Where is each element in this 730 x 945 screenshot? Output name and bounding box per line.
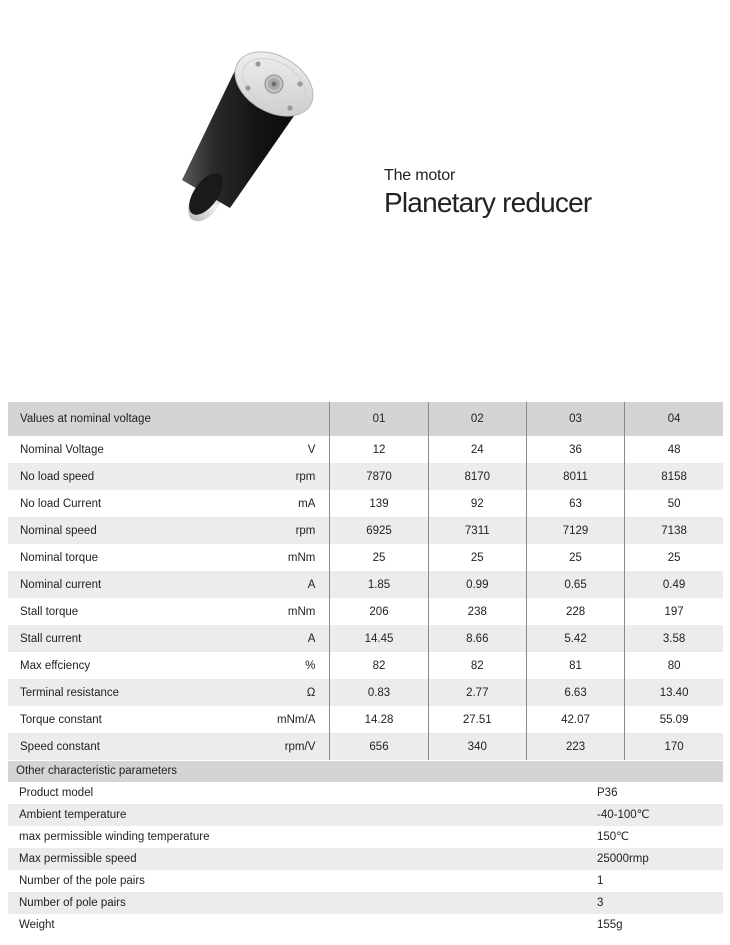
nominal-values-table xyxy=(8,402,723,760)
table-cell: 5.42 xyxy=(526,625,624,652)
table-cell: 80 xyxy=(625,652,723,679)
row-label: Stall torque xyxy=(20,605,79,618)
table-cell: 50 xyxy=(625,490,723,517)
table-row xyxy=(8,436,723,463)
parameter-label: Max permissible speed xyxy=(19,853,137,865)
parameter-value: 150℃ xyxy=(597,831,630,843)
row-unit: rpm xyxy=(209,463,330,490)
row-unit: rpm/V xyxy=(209,733,330,760)
table-row xyxy=(8,463,723,490)
list-item xyxy=(8,892,723,914)
row-label: Nominal Voltage xyxy=(20,443,104,456)
list-item xyxy=(8,826,723,848)
table-cell: 0.83 xyxy=(330,679,428,706)
table-cell: 13.40 xyxy=(625,679,723,706)
table-cell: 48 xyxy=(625,436,723,463)
table-cell: 63 xyxy=(526,490,624,517)
heading-subtitle: The motor xyxy=(384,167,456,184)
parameter-label: Number of the pole pairs xyxy=(19,875,145,887)
parameter-label: Weight xyxy=(19,919,55,931)
parameter-value: 25000rmp xyxy=(597,853,649,865)
table-cell: 228 xyxy=(526,598,624,625)
parameter-value: -40-100℃ xyxy=(597,809,650,821)
table-cell: 7870 xyxy=(330,463,428,490)
list-item xyxy=(8,782,723,804)
table-cell: 8170 xyxy=(428,463,526,490)
table-cell: 6.63 xyxy=(526,679,624,706)
parameter-value: 155g xyxy=(597,919,623,931)
table-row xyxy=(8,733,723,760)
table-cell: 14.28 xyxy=(330,706,428,733)
table-row xyxy=(8,652,723,679)
table-row xyxy=(8,517,723,544)
row-label: Torque constant xyxy=(20,713,102,726)
table-row xyxy=(8,571,723,598)
table-cell: 656 xyxy=(330,733,428,760)
table-cell: 25 xyxy=(428,544,526,571)
row-unit: mNm xyxy=(287,605,316,618)
row-unit: mNm xyxy=(287,551,316,564)
table-cell: 81 xyxy=(526,652,624,679)
row-label: Nominal current xyxy=(8,571,209,598)
table-cell: 25 xyxy=(330,544,428,571)
table-cell: 0.65 xyxy=(526,571,624,598)
table-row xyxy=(8,625,723,652)
row-unit: mNm/A xyxy=(277,713,316,726)
parameter-label: Number of pole pairs xyxy=(19,897,126,909)
table-cell: 0.99 xyxy=(428,571,526,598)
parameter-label: Product model xyxy=(19,787,94,799)
table-cell: 7138 xyxy=(625,517,723,544)
other-parameters-header: Other characteristic parameters xyxy=(8,761,723,782)
row-label: No load speed xyxy=(8,463,209,490)
row-label: Max effciency xyxy=(20,659,91,672)
table-cell: 24 xyxy=(428,436,526,463)
table-cell: 1.85 xyxy=(330,571,428,598)
table-cell: 2.77 xyxy=(428,679,526,706)
row-unit: % xyxy=(305,659,316,672)
gear-shaft-icon xyxy=(265,75,283,93)
row-unit: rpm xyxy=(209,517,330,544)
table-cell: 0.49 xyxy=(625,571,723,598)
table-cell: 27.51 xyxy=(428,706,526,733)
table-cell: 92 xyxy=(428,490,526,517)
row-unit: A xyxy=(209,571,330,598)
row-label: Stall current xyxy=(8,625,209,652)
table-cell: 42.07 xyxy=(526,706,624,733)
table-cell: 82 xyxy=(428,652,526,679)
row-unit: mA xyxy=(298,497,316,510)
table-cell: 25 xyxy=(526,544,624,571)
column-header: 04 xyxy=(625,402,723,436)
table-header-label: Values at nominal voltage xyxy=(8,402,209,436)
list-item xyxy=(8,870,723,892)
table-cell: 139 xyxy=(330,490,428,517)
parameter-value: P36 xyxy=(597,787,618,799)
table-cell: 3.58 xyxy=(625,625,723,652)
table-cell: 170 xyxy=(625,733,723,760)
row-label: Terminal resistance xyxy=(8,679,209,706)
table-cell: 7129 xyxy=(526,517,624,544)
table-cell: 12 xyxy=(330,436,428,463)
table-row xyxy=(8,679,723,706)
row-label: Nominal torque xyxy=(20,551,98,564)
table-cell: 55.09 xyxy=(625,706,723,733)
table-row xyxy=(8,598,723,625)
motor-image xyxy=(170,40,340,225)
table-cell: 36 xyxy=(526,436,624,463)
parameter-value: 1 xyxy=(597,875,604,887)
parameter-label: Ambient temperature xyxy=(19,809,127,821)
table-cell: 223 xyxy=(526,733,624,760)
table-cell: 197 xyxy=(625,598,723,625)
table-cell: 238 xyxy=(428,598,526,625)
list-item xyxy=(8,914,723,936)
table-cell: 25 xyxy=(625,544,723,571)
table-cell: 8011 xyxy=(526,463,624,490)
table-cell: 340 xyxy=(428,733,526,760)
table-row xyxy=(8,490,723,517)
table-cell: 206 xyxy=(330,598,428,625)
table-row xyxy=(8,544,723,571)
row-unit: A xyxy=(209,625,330,652)
row-label: Nominal speed xyxy=(8,517,209,544)
column-header: 02 xyxy=(428,402,526,436)
table-header-unit xyxy=(209,402,330,436)
column-header: 03 xyxy=(526,402,624,436)
parameter-label: max permissible winding temperature xyxy=(19,831,210,843)
other-parameters-list xyxy=(8,782,723,936)
table-cell: 82 xyxy=(330,652,428,679)
table-cell: 6925 xyxy=(330,517,428,544)
table-cell: 14.45 xyxy=(330,625,428,652)
row-unit: Ω xyxy=(209,679,330,706)
list-item xyxy=(8,848,723,870)
list-item xyxy=(8,804,723,826)
row-label: Speed constant xyxy=(8,733,209,760)
row-unit: V xyxy=(307,443,316,456)
heading-block xyxy=(384,166,591,219)
row-label: No load Current xyxy=(20,497,102,510)
parameter-value: 3 xyxy=(597,897,604,909)
table-cell: 8158 xyxy=(625,463,723,490)
table-header-row xyxy=(8,402,723,436)
table-row xyxy=(8,706,723,733)
table-cell: 8.66 xyxy=(428,625,526,652)
table-cell: 7311 xyxy=(428,517,526,544)
column-header: 01 xyxy=(330,402,428,436)
heading-title: Planetary reducer xyxy=(384,187,592,218)
